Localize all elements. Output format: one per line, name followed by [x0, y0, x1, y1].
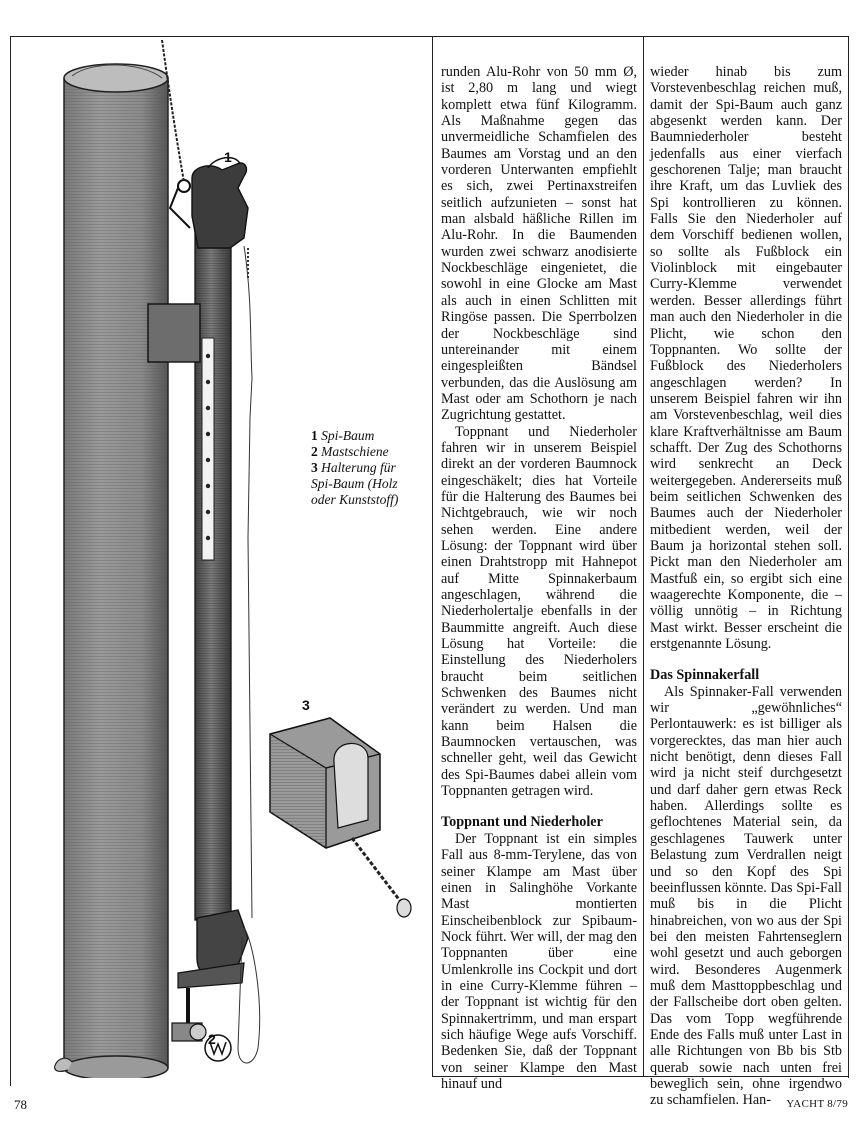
caption-line: [311, 428, 429, 444]
paragraph: Als Spinnaker-Fall verwenden wir „gewöhnliches“ Perlontauwerk: es ist billiger als vorgerecktes, das man hier auch nicht benötigt, denn dieses Fall wird ja nicht steif durchgesetzt und darf daher gern etwas Reck haben. Allerdings sollte es geflochtenes Material sein, da geschlagenes Tauwerk unter Belastung zum Verdrallen neigt und so den Kopf des Spi beeinflussen könnte. Das Spi-Fall muß bis in die Plicht hinabreichen, von wo aus der Spi bei den meisten Fahrtenseglern wohl gesetzt und auch geborgen wird. Besonderes Augenmerk muß dem Masttoppbeschlag und der Fallscheibe dort oben gelten. Das vom Topp wegführende Ende des Falls muß unter Last in alle Richtungen von Bb bis Stb querab sowie nach unten frei beweglich sein, ohne irgendwo zu schamfielen. Han-: [650, 683, 842, 1109]
figure-marker-2: 2: [208, 1031, 216, 1047]
pole-holder-block: [270, 718, 411, 917]
caption-text: oder Kunststoff): [311, 492, 399, 507]
figure-marker-1: 1: [224, 149, 232, 165]
spinnaker-pole-illustration: [12, 38, 430, 1078]
page-number: 78: [14, 1097, 27, 1112]
section-heading: Das Spinnakerfall: [650, 667, 760, 684]
caption-line: [311, 492, 429, 508]
pole-bracket: [148, 304, 200, 362]
caption-number: 3: [311, 460, 318, 475]
caption-number: 2: [311, 444, 318, 459]
column-divider-rule: [643, 36, 644, 1076]
caption-line: [311, 444, 429, 460]
caption-text: Halterung für: [321, 460, 396, 475]
paragraph: Toppnant und Niederholer fahren wir in unserem Beispiel direkt an der vorderen Baumnock eingeschäkelt; dies hat Vorteile für die Halterung des Baumes bei Nichtgebrauch, wie wir noch sehen werden. Eine andere Lösung: der Toppnant wird über einen Drahtstropp mit Hahnepot auf Mitte Spinnakerbaum angeschlagen, während die Niederholertalje ebenfalls in der Baummitte angreift. Auch diese Lösung hat Vorteile: die Einstellung des Niederholers braucht beim seitlichen Schwenken des Baumes nicht verändert zu werden. Und man kann beim Halsen die Baumnocken vertauschen, was schneller geht, weil das Gewicht des Spi-Baumes dabei allein vom Toppnanten getragen wird.: [441, 423, 637, 800]
wood-screw-icon: [397, 899, 411, 917]
figure-marker-3: 3: [302, 697, 310, 713]
caption-line: [311, 476, 429, 492]
caption-text: Mastschiene: [321, 444, 389, 459]
pole-end-fitting-bottom: [172, 910, 248, 1041]
paragraph: runden Alu-Rohr von 50 mm Ø, ist 2,80 m lang und wiegt komplett etwa fünf Kilogramm. Als Maßnahme gegen das unvermeidliche Schamfielen des Baumes am Vorstag und an den vorderen Unterwanten empfiehlt es sich, zwei Pertinaxstreifen seitlich aufzunieten – sonst hat man alsbald häßliche Rillen im Alu-Rohr. In die Baumenden wurden zwei schwarz anodisierte Nockbeschläge eingenietet, die sowohl in eine Glocke am Mast als auch in einen Schlitten mit Ringöse passen. Die Sperrbolzen der Nockbeschläge sind untereinander mit einem eingespleißten Bändsel verbunden, das die Auslösung am Mast oder am Schothorn je nach Zugrichtung gestattet.: [441, 64, 637, 424]
paragraph: Der Toppnant ist ein simples Fall aus 8-mm-Terylene, das von seiner Klampe am Mast über einen in Salinghöhe Vorkante Mast montierten Einscheibenblock zur Spibaum-Nock führt. Wer will, der mag den Toppnanten über eine Umlenkrolle ins Cockpit und dort in eine Curry-Klemme führen – der Toppnant ist wichtig für den Spinnakertrimm, und man erspart sich häufige Wege aufs Vorschiff. Bedenken Sie, daß der Toppnant von seiner Klampe den Mast hinauf und: [441, 830, 637, 1092]
text-column-right: [650, 64, 842, 1109]
figure-divider-rule: [432, 36, 433, 1076]
paragraph: wieder hinab bis zum Vorstevenbeschlag reichen muß, damit der Spi-Baum auch ganz abgesenkt werden kann. Der Baumniederholer besteht jedenfalls aus einer vierfach geschorenen Talje; man braucht ihre Kraft, um das Luvliek des Spi kontrollieren zu können. Falls Sie den Niederholer auf dem Vorschiff bedienen wollen, so sollte als Fußblock ein Violinblock mit eingebauter Curry-Klemme verwendet werden. Besser allerdings führt man auch den Niederholer in die Plicht, wie schon den Toppnanten. Wo sollte der Fußblock des Niederholers angeschlagen werden? In unserem Beispiel fahren wir ihn am Vorstevenbeschlag, weil dies klare Kraftverhältnisse am Baum schafft. Der Zug des Schothorns wird senkrecht an Deck weitergegeben. Andererseits muß beim seitlichen Schwenken des Baumes auch der Niederholer mitbedient werden, weil der Baum ja horizontal stehen soll. Pickt man den Niederholer am Mastfuß ein, so ergibt sich eine waagerechte Komponente, die – völlig unnötig – in Richtung Mast wirkt. Besser erscheint die erstgenannte Lösung.: [650, 64, 842, 653]
left-rule: [10, 36, 11, 1086]
caption-line: [311, 460, 429, 476]
mast: [55, 64, 168, 1078]
issue-label: YACHT 8/79: [786, 1098, 848, 1110]
section-heading: Toppnant und Niederholer: [441, 814, 603, 831]
caption-text: Spi-Baum: [321, 428, 375, 443]
figure-caption: [311, 428, 429, 508]
text-column-left: [441, 64, 637, 1092]
caption-number: 1: [311, 428, 318, 443]
caption-text: Spi-Baum (Holz: [311, 476, 398, 491]
right-rule: [848, 36, 849, 1078]
